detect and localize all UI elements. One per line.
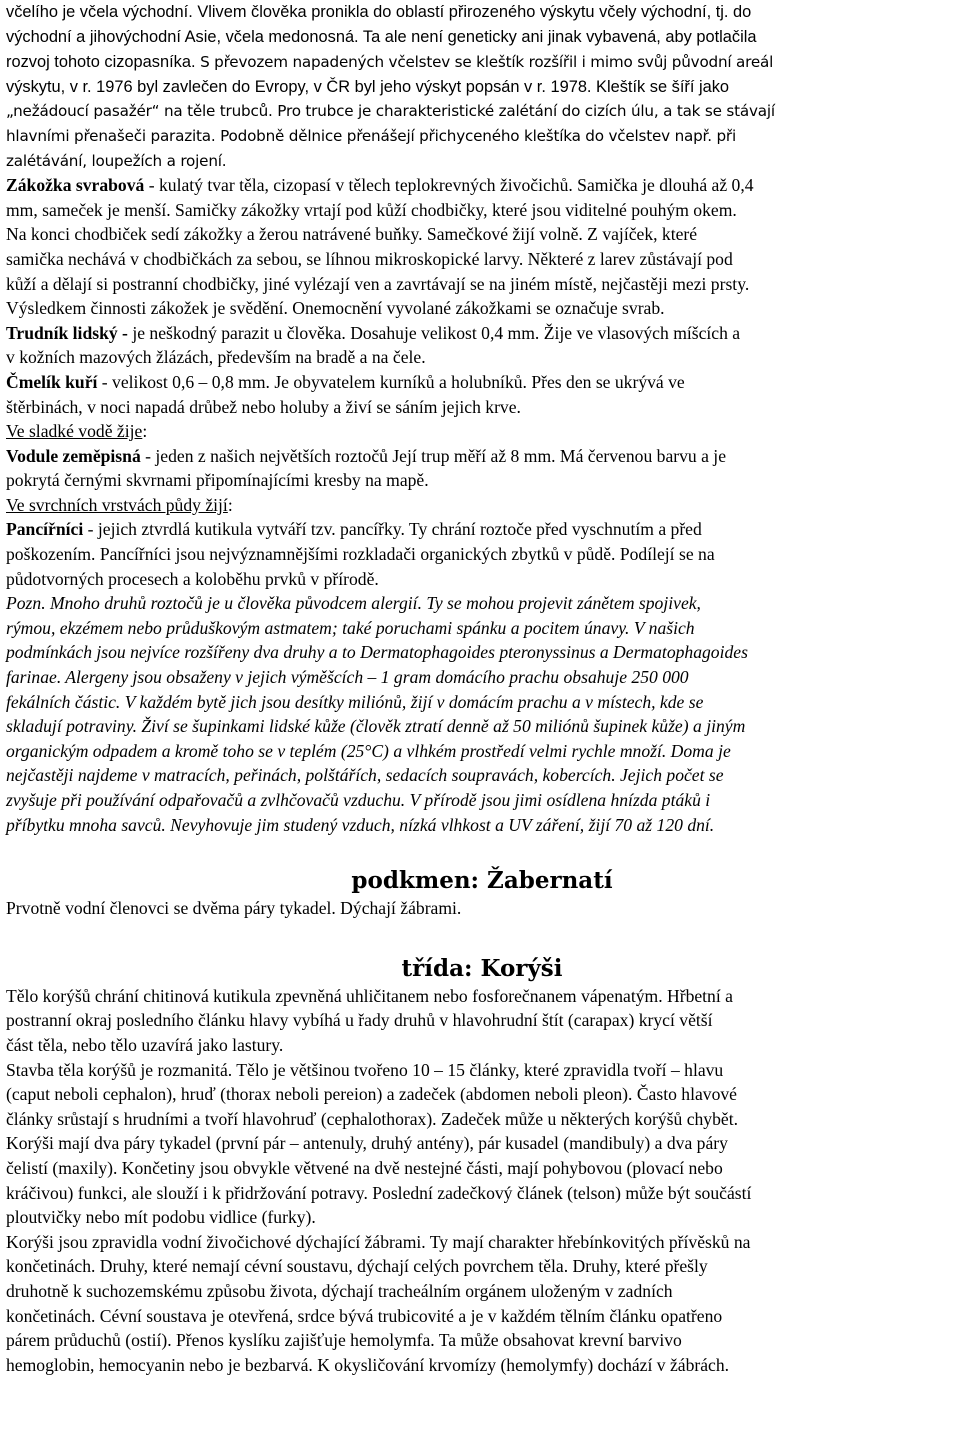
trudnik-text: je neškodný parazit u člověka. Dosahuje velikost 0,4 mm. Žije ve vlasových míšcích a [127, 322, 741, 343]
trida-p2-line-7: ploutvičky nebo mít podobu vidlice (furky). [6, 1207, 316, 1228]
note-line-7: organickým odpadem a kromě toho se v teplém (25°C) a vlhkém prostředí velmi rychle množí. Doma je [6, 740, 731, 761]
note-line-1: Pozn. Mnoho druhů roztočů je u člověka původcem alergií. Ty se mohou projevit zánětem spojivek, [6, 593, 701, 614]
intro-section [6, 0, 958, 173]
document-page [6, 0, 958, 1377]
vodule-term: Vodule zeměpisná [6, 445, 141, 466]
podkmen-heading: podkmen: Žabernatí [351, 867, 613, 895]
vodule-text: - jeden z našich největších roztočů Její trup měří až 8 mm. Má červenou barvu a je [140, 445, 727, 466]
varroa-line-3: zalétávání, loupežích a rojení. [6, 151, 227, 170]
trida-p2-line-6: kráčivou) funkci, ale slouží i k přidržování potravy. Poslední zadečkový článek (telson) může být součástí [6, 1182, 752, 1203]
trida-p1-line-1: Tělo korýšů chrání chitinová kutikula zpevněná uhličitanem nebo fosforečnanem vápenatým. Hřbetní a [6, 985, 733, 1006]
trida-p3-line-4: končetinách. Cévní soustava je otevřená, srdce bývá trubicovité a je v každém tělním článku opatřeno [6, 1305, 723, 1326]
note-line-4: farinae. Alergeny jsou obsaženy v jejich výměšcích – 1 gram domácího prachu obsahuje 250 000 [6, 667, 689, 688]
freshwater-label-line [6, 419, 958, 444]
freshwater-section [6, 419, 958, 493]
trida-p3-line-1: Korýši jsou zpravidla vodní živočichové dýchající žábrami. Ty mají charakter hřebínkovitých přívěsků na [6, 1231, 751, 1252]
zakozka-line-4: samička nechává v chodbičkách za sebou, se líhnou mikroskopické larvy. Některé z larev zůstávají pod [6, 248, 733, 269]
soil-label-line [6, 493, 958, 518]
zakozka-line-1 [6, 173, 958, 198]
pancirnici-line-2: poškozením. Pancířníci jsou nejvýznamnějšími rozkladači organických zbytků v půdě. Podílejí se na [6, 544, 715, 565]
cmelik-term: Čmelík kuří [6, 371, 98, 392]
intro-line-1: včelího je včela východní. Vlivem člověka pronikla do oblastí přirozeného výskytu včely východní, tj. do [6, 3, 752, 21]
trida-p2-line-1: Stavba těla korýšů je rozmanitá. Tělo je většinou tvořeno 10 – 15 články, které zpravidla tvoří – hlavu [6, 1059, 724, 1080]
intro-line-2: východní a jihovýchodní Asie, včela medonosná. Ta ale není geneticky ani jinak vybavená, aby potlačila [6, 27, 757, 46]
varroa-line-2: hlavními přenašeči parazita. Podobně dělnice přenášejí přichyceného kleštíka do včelstev např. při [6, 126, 736, 145]
trudnik-line-2: v kožních mazových žlázách, především na bradě a na čele. [6, 347, 426, 368]
trida-p3-line-2: končetinách. Druhy, které nemají cévní soustavu, dýchají celých povrchem těla. Druhy, které přešly [6, 1256, 708, 1277]
note-line-3: podmínkách jsou nejvíce rozšířeny dva druhy a to Dermatophagoides pteronyssinus a Dermatophagoides [6, 642, 748, 663]
intro-line-3-rest: S převozem napadených včelstev se kleštík rozšířil i mimo svůj původní areál [200, 53, 774, 72]
trida-p3-line-5: párem průduchů (ostií). Přenos kyslíku zajišťuje hemolymfa. Ta může obsahovat krevní barvivo [6, 1330, 682, 1351]
zakozka-line-3: Na konci chodbiček sedí zákožky a žerou natrávené buňky. Samečkové žijí volně. Z vajíček, které [6, 224, 698, 245]
intro-line-3 [6, 49, 958, 75]
cmelik-line-1 [6, 370, 958, 395]
trida-p2-line-5: čelistí (maxily). Končetiny jsou obvykle větvené na dvě nestejné části, mají pohybovou (plovací nebo [6, 1157, 723, 1178]
trida-p3-line-3: druhotně k suchozemskému způsobu života, dýchají tracheálním orgánem uloženým v zadních [6, 1280, 673, 1301]
trida-p1-line-3: část těla, nebo tělo uzavírá jako lastury. [6, 1034, 284, 1055]
note-paragraph [6, 591, 958, 837]
zakozka-paragraph [6, 173, 958, 321]
freshwater-colon: : [142, 421, 148, 442]
note-line-9: zvyšuje při používání odpařovačů a zvlhčovačů vzduchu. V přírodě jsou jimi osídlena hnízda ptáků i [6, 790, 711, 810]
soil-section [6, 493, 958, 591]
intro-line-4: výskytu, v r. 1976 byl zavlečen do Evropy, v ČR byl jeho výskyt popsán v r. 1978. Kleštík se šíří jako [6, 77, 730, 96]
podkmen-text: Prvotně vodní členovci se dvěma páry tykadel. Dýchají žábrami. [6, 898, 462, 919]
trida-p1-line-2: postranní okraj posledního článku hlavy vybíhá u řady druhů v hlavohrudní štít (carapax) krycí větší [6, 1010, 713, 1031]
vodule-line-2: pokrytá černými skvrnami připomínajícími kresby na mapě. [6, 470, 429, 491]
trida-paragraph-1 [6, 984, 958, 1058]
note-line-10: příbytku mnoha savců. Nevyhovuje jim studený vzduch, nízká vlhkost a UV záření, žijí 70 až 120 dní. [6, 814, 715, 835]
zakozka-term: Zákožka svrabová [6, 175, 145, 196]
pancirnici-line-1 [6, 517, 958, 542]
soil-label: Ve svrchních vrstvách půdy žijí [6, 494, 228, 515]
cmelik-paragraph [6, 370, 958, 419]
vodule-line-1 [6, 444, 958, 469]
pancirnici-line-3: půdotvorných procesech a koloběhu prvků v přírodě. [6, 568, 379, 589]
trida-paragraph-2 [6, 1058, 958, 1230]
zakozka-line-5: kůží a dělají si postranní chodbičky, jiné vylézají ven a zavrtávají se na jiném místě, nejčastěji mezi prsty. [6, 273, 750, 294]
note-line-2: rýmou, ekzémem nebo průduškovým astmatem; také poruchami spánku a pocitem únavy. V našich [6, 617, 695, 638]
trudnik-paragraph [6, 321, 958, 370]
freshwater-label: Ve sladké vodě žije [6, 421, 143, 442]
trida-p2-line-3: články srůstají s hrudními a tvoří hlavohruď (cephalothorax). Zadeček může u některých korýšů chybět. [6, 1108, 738, 1129]
trida-heading: třída: Korýši [401, 954, 563, 982]
cmelik-text: - velikost 0,6 – 0,8 mm. Je obyvatelem kurníků a holubníků. Přes den se ukrývá ve [97, 371, 685, 392]
note-line-5: fekálních částic. V každém bytě jich jsou desítky miliónů, žijí v domácím prachu a v místech, kde se [6, 691, 704, 712]
trida-p2-line-4: Korýši mají dva páry tykadel (první pár – antenuly, druhý antény), pár kusadel (mandibuly) a dva páry [6, 1133, 728, 1154]
pancirnici-text: - jejich ztvrdlá kutikula vytváří tzv. pancířky. Ty chrání roztoče před vyschnutím a před [83, 519, 702, 540]
intro-line-3-start: rozvoj tohoto cizopasníka. [6, 53, 201, 72]
soil-colon: : [227, 494, 233, 515]
note-line-8: nejčastěji najdeme v matracích, peřinách, polštářích, sedacích soupravách, kobercích. Jejich počet se [6, 765, 724, 786]
zakozka-line-6: Výsledkem činnosti zákožek je svědění. Onemocnění vyvolané zákožkami se označuje svrab. [6, 298, 665, 319]
zakozka-text: - kulatý tvar těla, cizopasí v tělech teplokrevných živočichů. Samička je dlouhá až 0,4 [144, 175, 754, 196]
trida-paragraph-3 [6, 1230, 958, 1378]
cmelik-line-2: štěrbinách, v noci napadá drůbež nebo holuby a živí se sáním jejich krve. [6, 396, 521, 417]
trudnik-term: Trudník lidský - [6, 322, 128, 343]
zakozka-line-2: mm, sameček je menší. Samičky zákožky vrtají pod kůží chodbičky, které jsou viditelné pouhým okem. [6, 199, 737, 220]
varroa-line-1: „nežádoucí pasažér“ na těle trubců. Pro trubce je charakteristické zalétání do cizích úlu, a tak se stávají [6, 102, 775, 121]
note-line-6: skladují potraviny. Živí se šupinkami lidské kůže (člověk ztratí denně až 50 miliónů šupinek kůže) a jiným [6, 716, 746, 737]
pancirnici-term: Pancířníci [6, 519, 84, 540]
trida-p2-line-2: (caput neboli cephalon), hruď (thorax neboli pereion) a zadeček (abdomen neboli pleon). Často hlavové [6, 1084, 737, 1105]
trudnik-line-1 [6, 321, 958, 346]
trida-p3-line-6: hemoglobin, hemocyanin nebo je bezbarvá. K okysličování krvomízy (hemolymfy) dochází v žábrách. [6, 1354, 730, 1375]
